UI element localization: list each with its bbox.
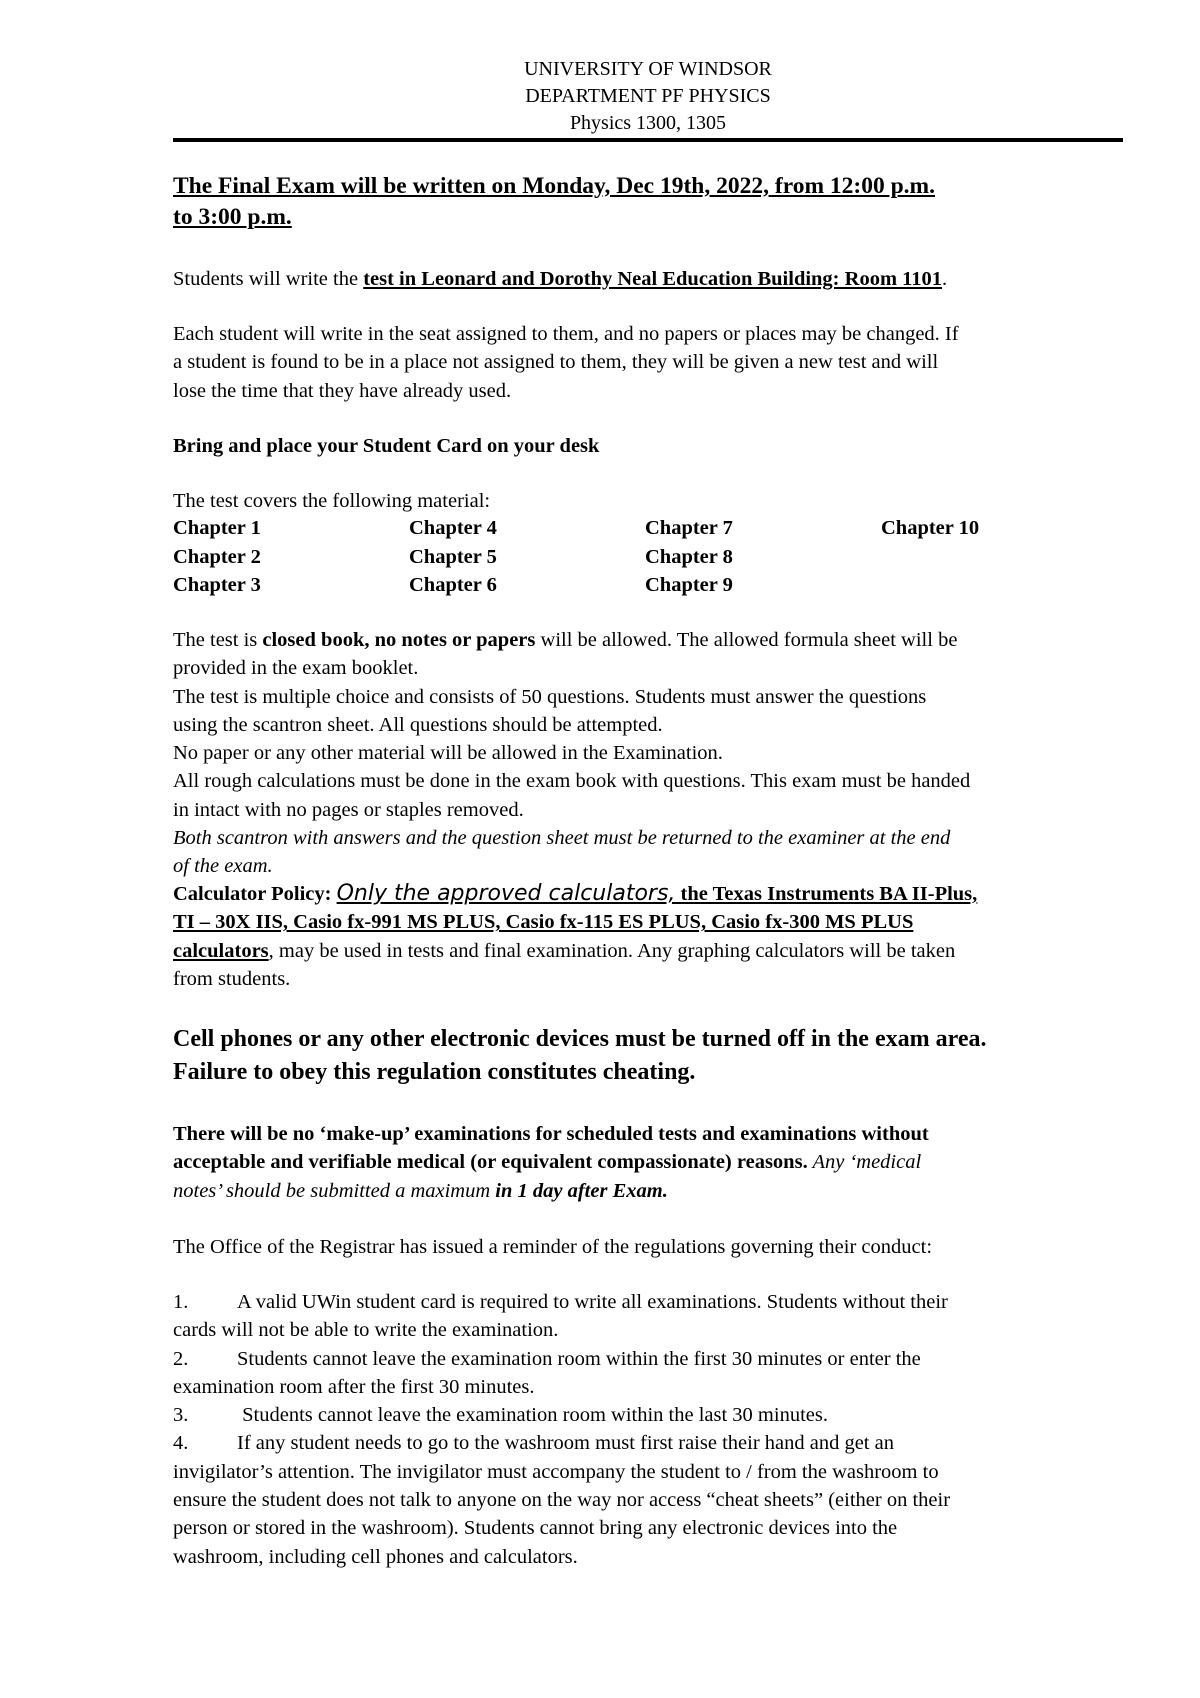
- chapter-item: Chapter 10: [881, 517, 980, 539]
- calculator-line-3: [173, 937, 1123, 965]
- registrar-reminder: The Office of the Registrar has issued a reminder of the regulations governing their conduct:: [173, 1236, 933, 1258]
- department-name: DEPARTMENT PF PHYSICS: [525, 85, 771, 107]
- seating-line-2: a student is found to be in a place not assigned to them, they will be given a new test and will: [173, 351, 939, 374]
- regulation-number: 2.: [173, 1347, 189, 1370]
- regulation-text: A valid UWin student card is required to write all examinations. Students without their: [237, 1291, 948, 1313]
- calculator-line-1: [173, 880, 1123, 908]
- closed-book-line-2: provided in the exam booklet.: [173, 657, 419, 680]
- closed-book-prefix: The test is: [173, 629, 263, 651]
- chapter-item: Chapter 8: [645, 545, 733, 568]
- closed-book-line-1: [173, 626, 1123, 654]
- chapter-item: Chapter 1: [173, 517, 261, 539]
- chapter-item: Chapter 5: [409, 545, 497, 568]
- makeup-line-3: [173, 1177, 1123, 1205]
- makeup-policy: [173, 1120, 1123, 1205]
- regulation-text: If any student needs to go to the washroom must first raise their hand and get an: [237, 1432, 894, 1455]
- student-card-notice: Bring and place your Student Card on your desk: [173, 435, 600, 457]
- header-divider: [173, 138, 1123, 142]
- regulation-continuation: washroom, including cell phones and calculators.: [173, 1545, 578, 1568]
- location-prefix: Students will write the: [173, 268, 364, 290]
- chapter-item: [881, 543, 1081, 572]
- regulation-continuation: invigilator’s attention. The invigilator must accompany the student to / from the washroom to: [173, 1460, 939, 1483]
- regulation-continuation: examination room after the first 30 minutes.: [173, 1375, 535, 1398]
- regulation-item: [173, 1345, 1123, 1373]
- seating-line-1: Each student will write in the seat assigned to them, and no papers or places may be changed. If: [173, 323, 959, 345]
- regulation-continuation: cards will not be able to write the examination.: [173, 1319, 559, 1342]
- chapter-item: Chapter 4: [409, 517, 497, 539]
- approved-calculators: Only the approved calculators,: [336, 881, 676, 906]
- calculator-line-4: from students.: [173, 967, 291, 990]
- title-line-1: The Final Exam will be written on Monday, Dec 19th, 2022, from 12:00 p.m.: [173, 173, 935, 199]
- closed-book-emphasis: closed book, no notes or papers: [262, 629, 536, 651]
- no-paper-line: No paper or any other material will be allowed in the Examination.: [173, 742, 723, 765]
- cell-phone-warning: [173, 1023, 1123, 1089]
- university-name: UNIVERSITY OF WINDSOR: [524, 58, 772, 80]
- regulation-number: 1.: [173, 1291, 189, 1313]
- regulation-number: 4.: [173, 1432, 189, 1455]
- regulation-text: Students cannot leave the examination room within the last 30 minutes.: [237, 1404, 828, 1427]
- chapter-item: Chapter 3: [173, 574, 261, 596]
- multiple-choice-line-1: The test is multiple choice and consists of 50 questions. Students must answer the questions: [173, 685, 927, 708]
- makeup-line-1: There will be no ‘make-up’ examinations for scheduled tests and examinations without: [173, 1123, 929, 1145]
- rough-calculations-line-1: All rough calculations must be done in the exam book with questions. This exam must be handed: [173, 770, 971, 793]
- cell-phone-line-2: Failure to obey this regulation constitutes cheating.: [173, 1059, 696, 1085]
- chapter-item: Chapter 6: [409, 574, 497, 596]
- chapter-item: Chapter 7: [645, 517, 733, 539]
- material-intro: The test covers the following material:: [173, 490, 491, 512]
- chapter-item: [881, 571, 1081, 600]
- multiple-choice-line-2: using the scantron sheet. All questions should be attempted.: [173, 713, 663, 736]
- cell-phone-line-1: Cell phones or any other electronic devices must be turned off in the exam area.: [173, 1026, 987, 1052]
- chapter-item: Chapter 2: [173, 545, 261, 568]
- exam-location: [173, 265, 1123, 293]
- calculator-models-1: the Texas Instruments BA II-Plus,: [675, 883, 978, 905]
- calculator-policy: [173, 880, 1123, 993]
- regulation-list: [173, 1288, 1123, 1571]
- regulation-continuation: ensure the student does not talk to anyone on the way nor access “cheat sheets” (either on their: [173, 1489, 951, 1512]
- calculator-policy-label: Calculator Policy:: [173, 883, 332, 905]
- location-room: test in Leonard and Dorothy Neal Education Building: Room 1101: [363, 268, 943, 290]
- medical-notes-rest: notes’ should be submitted a maximum: [173, 1179, 496, 1202]
- scantron-line-2: of the exam.: [173, 855, 273, 878]
- exam-rules: [173, 626, 1123, 881]
- makeup-reasons: acceptable and verifiable medical (or equivalent compassionate) reasons.: [173, 1151, 808, 1174]
- chapter-list: [173, 514, 1123, 600]
- document-header: [173, 56, 1123, 137]
- rough-calculations-line-2: in intact with no pages or staples removed.: [173, 798, 524, 821]
- seating-line-3: lose the time that they have already used.: [173, 379, 512, 402]
- calculator-models-2: TI – 30X IIS, Casio fx-991 MS PLUS, Casio fx-115 ES PLUS, Casio fx-300 MS PLUS: [173, 911, 914, 934]
- regulation-item: [173, 1288, 1123, 1316]
- location-suffix: .: [942, 268, 948, 290]
- closed-book-suffix: will be allowed. The allowed formula sheet will be: [535, 629, 958, 651]
- regulation-continuation: person or stored in the washroom). Students cannot bring any electronic devices into the: [173, 1517, 898, 1540]
- title-line-2: to 3:00 p.m.: [173, 204, 292, 230]
- exam-date-title: [173, 171, 1123, 233]
- makeup-line-2: [173, 1148, 1123, 1176]
- regulation-number: 3.: [173, 1404, 189, 1427]
- regulation-item: [173, 1401, 1123, 1429]
- calculator-models-3: calculators: [173, 939, 269, 962]
- medical-notes-start: Any ‘medical: [807, 1151, 922, 1174]
- scantron-line-1: Both scantron with answers and the question sheet must be returned to the examiner at the end: [173, 827, 951, 850]
- medical-notes-deadline: in 1 day after Exam.: [495, 1179, 668, 1202]
- calculator-rest: , may be used in tests and final examination. Any graphing calculators will be taken: [268, 939, 956, 962]
- seating-paragraph: [173, 320, 1123, 405]
- regulation-text: Students cannot leave the examination room within the first 30 minutes or enter the: [237, 1347, 921, 1370]
- regulation-item: [173, 1429, 1123, 1457]
- course-name: Physics 1300, 1305: [569, 112, 727, 134]
- chapter-item: Chapter 9: [645, 574, 733, 596]
